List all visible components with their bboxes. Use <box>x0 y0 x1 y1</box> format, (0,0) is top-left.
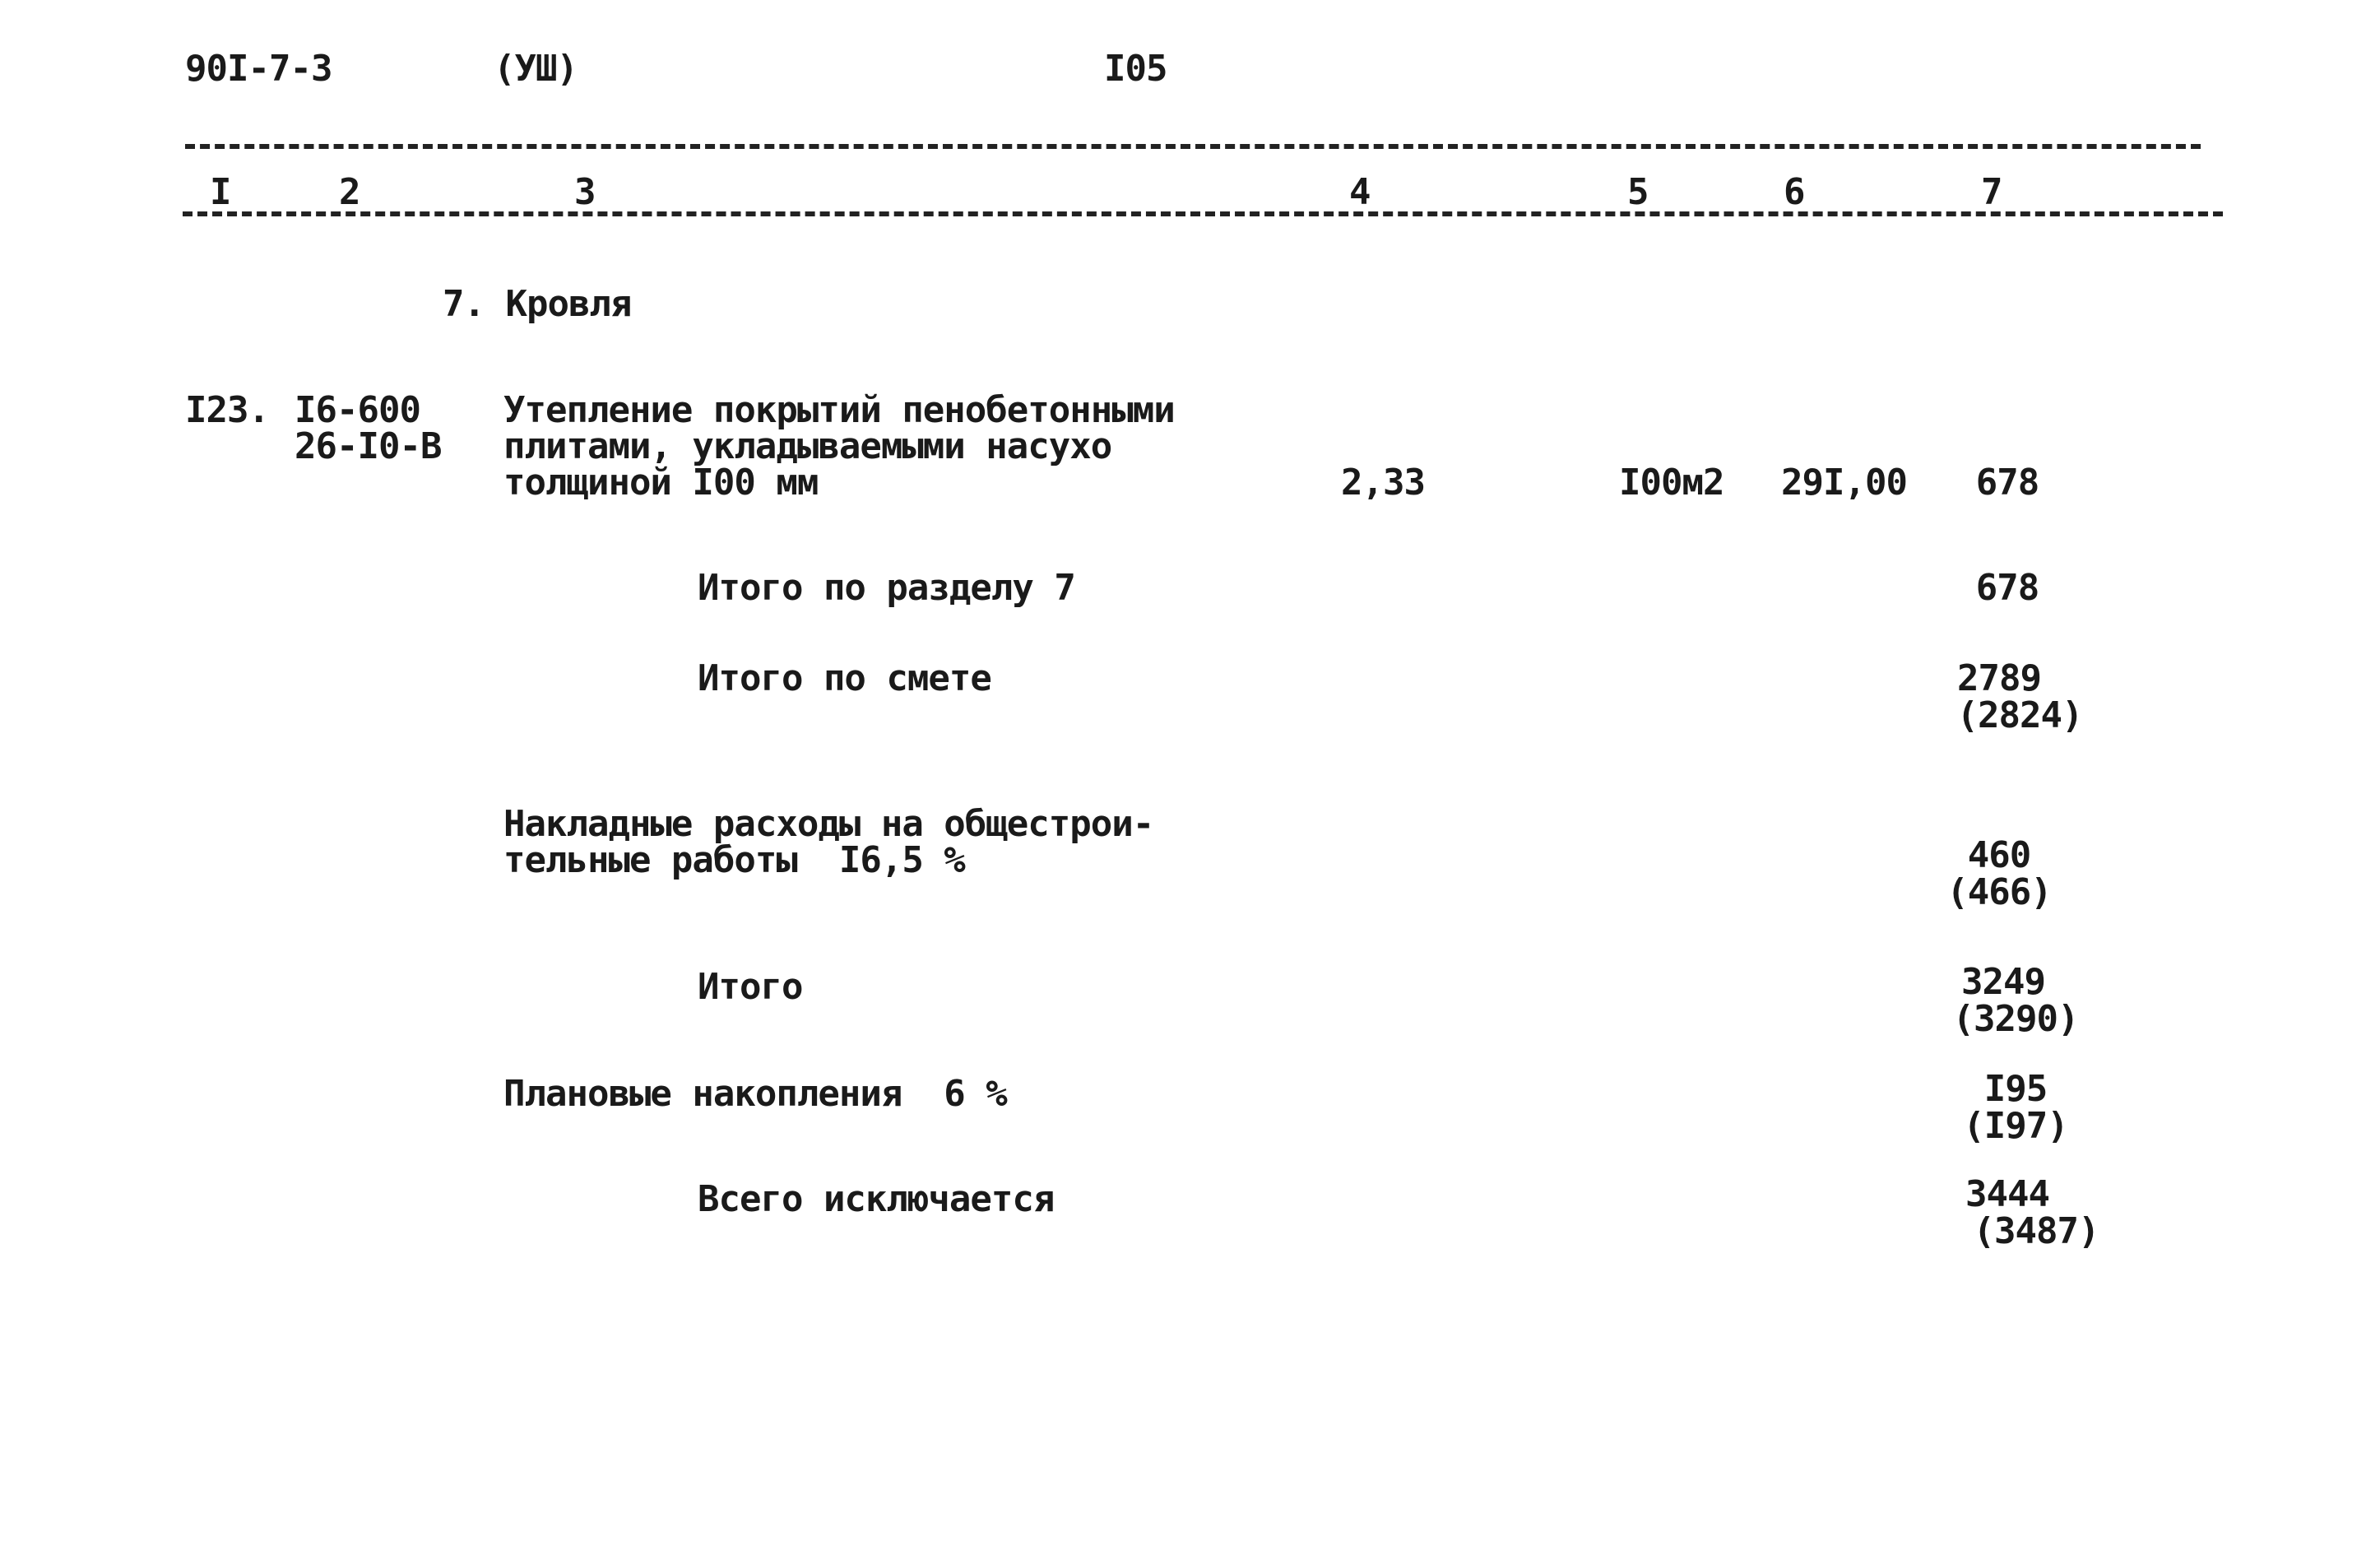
item-total: 678 <box>1975 462 2039 504</box>
subtotal-value-alt: (3290) <box>1952 998 2079 1040</box>
estimate-total-value: 2789 <box>1957 657 2041 699</box>
total-excluded-value: 3444 <box>1965 1173 2049 1215</box>
header-rule-top <box>185 144 2201 149</box>
column-number-7: 7 <box>1981 171 2002 213</box>
series-label: (УШ) <box>494 48 578 90</box>
subtotal-value: 3249 <box>1961 961 2045 1003</box>
column-number-6: 6 <box>1784 171 1805 213</box>
subtotal-label: Итого <box>698 966 803 1008</box>
total-excluded-value-alt: (3487) <box>1973 1210 2099 1252</box>
item-description-line1: Утепление покрытий пенобетонными <box>503 389 1175 431</box>
page-number: I05 <box>1104 48 1167 90</box>
estimate-total-value-alt: (2824) <box>1956 694 2083 736</box>
column-number-1: I <box>210 171 231 213</box>
item-code-line1: I6-600 <box>295 389 420 431</box>
overhead-value-alt: (466) <box>1946 871 2052 913</box>
overhead-value: 460 <box>1967 834 2031 876</box>
item-description-line3: толщиной I00 мм <box>503 462 819 504</box>
estimate-total-label: Итого по смете <box>698 657 991 699</box>
header-rule-bottom <box>183 211 2223 216</box>
item-unit-price: 29I,00 <box>1781 462 1907 504</box>
planned-accumulations-label: Плановые накопления 6 % <box>503 1073 1007 1115</box>
item-quantity: 2,33 <box>1341 462 1425 504</box>
section-title: 7. Кровля <box>443 283 632 325</box>
total-excluded-label: Всего исключается <box>698 1178 1055 1220</box>
column-number-3: 3 <box>574 171 596 213</box>
column-number-5: 5 <box>1627 171 1649 213</box>
section-total-value: 678 <box>1975 567 2039 609</box>
column-number-2: 2 <box>339 171 360 213</box>
planned-accumulations-value-alt: (I97) <box>1963 1105 2068 1147</box>
column-number-4: 4 <box>1349 171 1371 213</box>
item-code-line2: 26-I0-В <box>295 425 442 467</box>
overhead-label-line1: Накладные расходы на общестрои- <box>503 803 1154 845</box>
document-number: 90I-7-3 <box>185 48 332 90</box>
item-unit: I00м2 <box>1619 462 1724 504</box>
item-number: I23. <box>185 389 269 431</box>
planned-accumulations-value: I95 <box>1983 1068 2048 1110</box>
section-total-label: Итого по разделу 7 <box>698 567 1075 609</box>
item-description-line2: плитами, укладываемыми насухо <box>503 425 1112 467</box>
overhead-label-line2: тельные работы I6,5 % <box>503 839 965 881</box>
